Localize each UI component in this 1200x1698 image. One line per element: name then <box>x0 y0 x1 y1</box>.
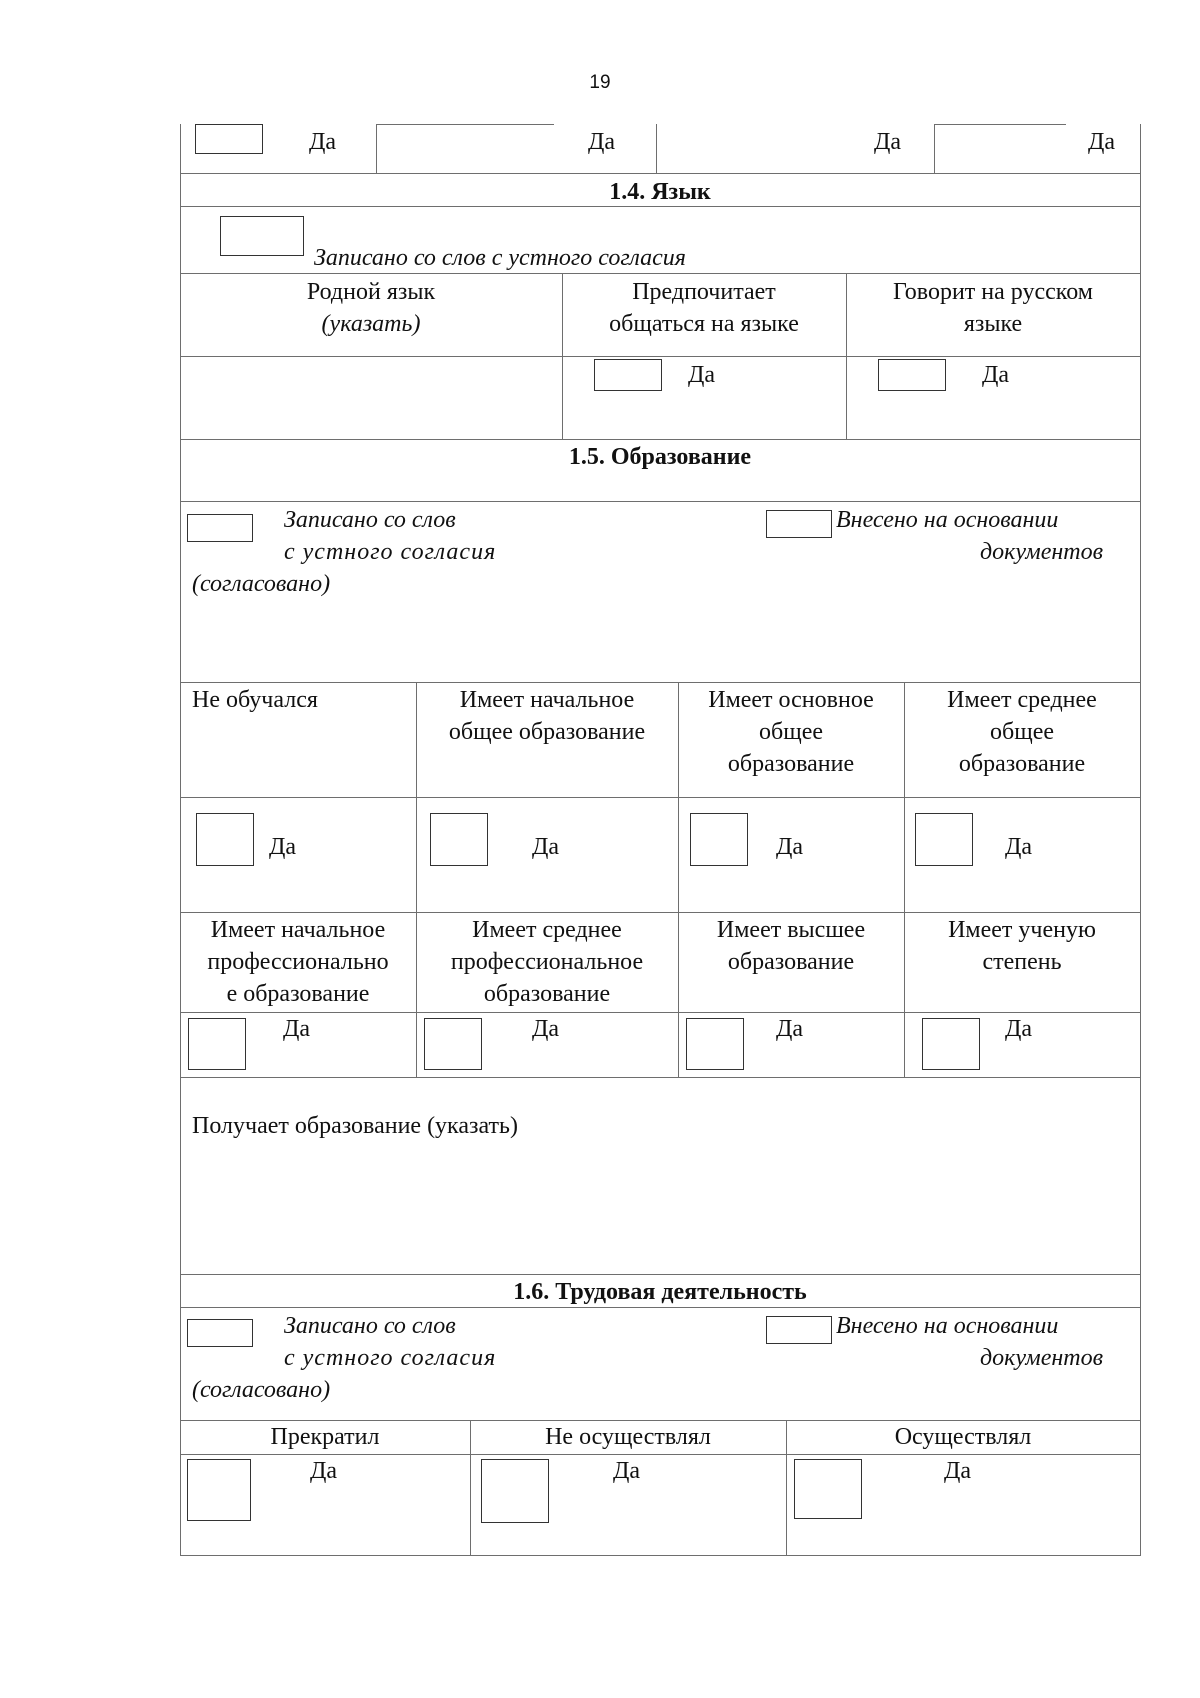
recorded-label-line3: (согласовано) <box>192 1377 331 1403</box>
yes-label: Да <box>1088 129 1116 155</box>
col-speaks-russian: Говорит на русском <box>893 279 1093 305</box>
edu-degree-header-line2: степень <box>982 949 1062 975</box>
table-border <box>934 124 935 174</box>
table-border <box>656 124 657 174</box>
col-speaks-russian-line2: языке <box>963 311 1023 337</box>
work-stopped-yes-checkbox[interactable] <box>187 1459 251 1521</box>
col-prefers-language: Предпочитает <box>632 279 776 305</box>
edu-secondary-general-header-line2: общее <box>990 719 1054 745</box>
edu-secondary-vocational-header-line2: профессиональное <box>450 949 644 975</box>
edu-primary-vocational-header-line3: е образование <box>226 981 370 1007</box>
table-border <box>934 124 1066 125</box>
edu-primary-general-header: Имеет начальное <box>459 687 635 713</box>
edu-secondary-general-header-line3: образование <box>958 751 1086 777</box>
yes-label: Да <box>874 129 902 155</box>
table-border <box>180 1012 1141 1013</box>
edu-secondary-vocational-header-line3: образование <box>483 981 611 1007</box>
yes-label: Да <box>776 1016 804 1042</box>
russian-yes-checkbox[interactable] <box>878 359 946 391</box>
table-border <box>180 1077 1141 1078</box>
documents-label-line2: документов <box>980 539 1104 565</box>
yes-label: Да <box>613 1458 641 1484</box>
yes-label: Да <box>269 834 297 860</box>
edu-degree-yes-checkbox[interactable] <box>922 1018 980 1070</box>
table-border <box>180 173 1141 174</box>
documents-label-line2: документов <box>980 1345 1104 1371</box>
edu-primary-vocational-yes-checkbox[interactable] <box>188 1018 246 1070</box>
edu-basic-general-header-line3: образование <box>727 751 855 777</box>
recorded-label: Записано со слов <box>284 507 456 533</box>
recorded-checkbox[interactable] <box>187 1319 253 1347</box>
edu-secondary-vocational-header: Имеет среднее <box>472 917 622 943</box>
edu-primary-vocational-header-line2: профессионально <box>207 949 389 975</box>
yes-label: Да <box>532 834 560 860</box>
edu-basic-general-yes-checkbox[interactable] <box>690 813 748 866</box>
prefers-yes-checkbox[interactable] <box>594 359 662 391</box>
work-performed-yes-checkbox[interactable] <box>794 1459 862 1519</box>
yes-label: Да <box>1005 834 1033 860</box>
col-native-language: Родной язык <box>306 279 436 305</box>
edu-none-yes-checkbox[interactable] <box>196 813 254 866</box>
yes-label: Да <box>588 129 616 155</box>
edu-primary-general-header-line2: общее образование <box>448 719 646 745</box>
edu-primary-general-yes-checkbox[interactable] <box>430 813 488 866</box>
edu-secondary-general-header: Имеет среднее <box>947 687 1097 713</box>
work-performed-header: Осуществлял <box>894 1424 1032 1450</box>
documents-checkbox[interactable] <box>766 510 832 538</box>
edu-higher-yes-checkbox[interactable] <box>686 1018 744 1070</box>
col-native-note: (указать) <box>321 311 421 337</box>
page-number: 19 <box>589 72 611 93</box>
documents-label: Внесено на основании <box>836 507 1059 533</box>
recorded-label-line3: (согласовано) <box>192 571 331 597</box>
edu-basic-general-header: Имеет основное <box>708 687 874 713</box>
edu-higher-header-line2: образование <box>727 949 855 975</box>
yes-label: Да <box>1005 1016 1033 1042</box>
work-not-performed-yes-checkbox[interactable] <box>481 1459 549 1523</box>
yes-label: Да <box>310 1458 338 1484</box>
table-border <box>180 501 1141 502</box>
edu-basic-general-header-line2: общее <box>759 719 823 745</box>
recorded-label: Записано со слов <box>284 1313 456 1339</box>
work-stopped-header: Прекратил <box>270 1424 380 1450</box>
yes-label: Да <box>776 834 804 860</box>
table-border <box>376 124 554 125</box>
table-border <box>180 1307 1141 1308</box>
table-border <box>180 1555 1141 1556</box>
edu-secondary-general-yes-checkbox[interactable] <box>915 813 973 866</box>
recorded-label-line2: с устного согласия <box>284 539 497 565</box>
edu-none-header: Не обучался <box>192 687 318 713</box>
edu-higher-header: Имеет высшее <box>716 917 866 943</box>
table-border <box>180 356 1141 357</box>
edu-secondary-vocational-yes-checkbox[interactable] <box>424 1018 482 1070</box>
table-border <box>180 206 1141 207</box>
yes-label: Да <box>309 129 337 155</box>
recorded-checkbox[interactable] <box>187 514 253 542</box>
yes-checkbox[interactable] <box>195 124 263 154</box>
col-prefers-language-line2: общаться на языке <box>609 311 799 337</box>
yes-label: Да <box>532 1016 560 1042</box>
yes-label: Да <box>283 1016 311 1042</box>
table-border <box>180 797 1141 798</box>
table-border <box>180 273 1141 274</box>
yes-label: Да <box>944 1458 972 1484</box>
recorded-checkbox[interactable] <box>220 216 304 256</box>
documents-label: Внесено на основании <box>836 1313 1059 1339</box>
edu-degree-header: Имеет ученую <box>948 917 1096 943</box>
documents-checkbox[interactable] <box>766 1316 832 1344</box>
table-border <box>376 124 377 174</box>
edu-primary-vocational-header: Имеет начальное <box>210 917 386 943</box>
recorded-label: Записано со слов с устного согласия <box>314 245 686 271</box>
section-title: 1.6. Трудовая деятельность <box>513 1279 807 1305</box>
recorded-label-line2: с устного согласия <box>284 1345 497 1371</box>
section-title: 1.4. Язык <box>609 179 711 205</box>
section-title: 1.5. Образование <box>568 444 752 470</box>
receiving-education-label: Получает образование (указать) <box>192 1113 518 1139</box>
table-border <box>1140 124 1141 1556</box>
yes-label: Да <box>688 362 716 388</box>
work-not-performed-header: Не осуществлял <box>545 1424 711 1450</box>
yes-label: Да <box>982 362 1010 388</box>
